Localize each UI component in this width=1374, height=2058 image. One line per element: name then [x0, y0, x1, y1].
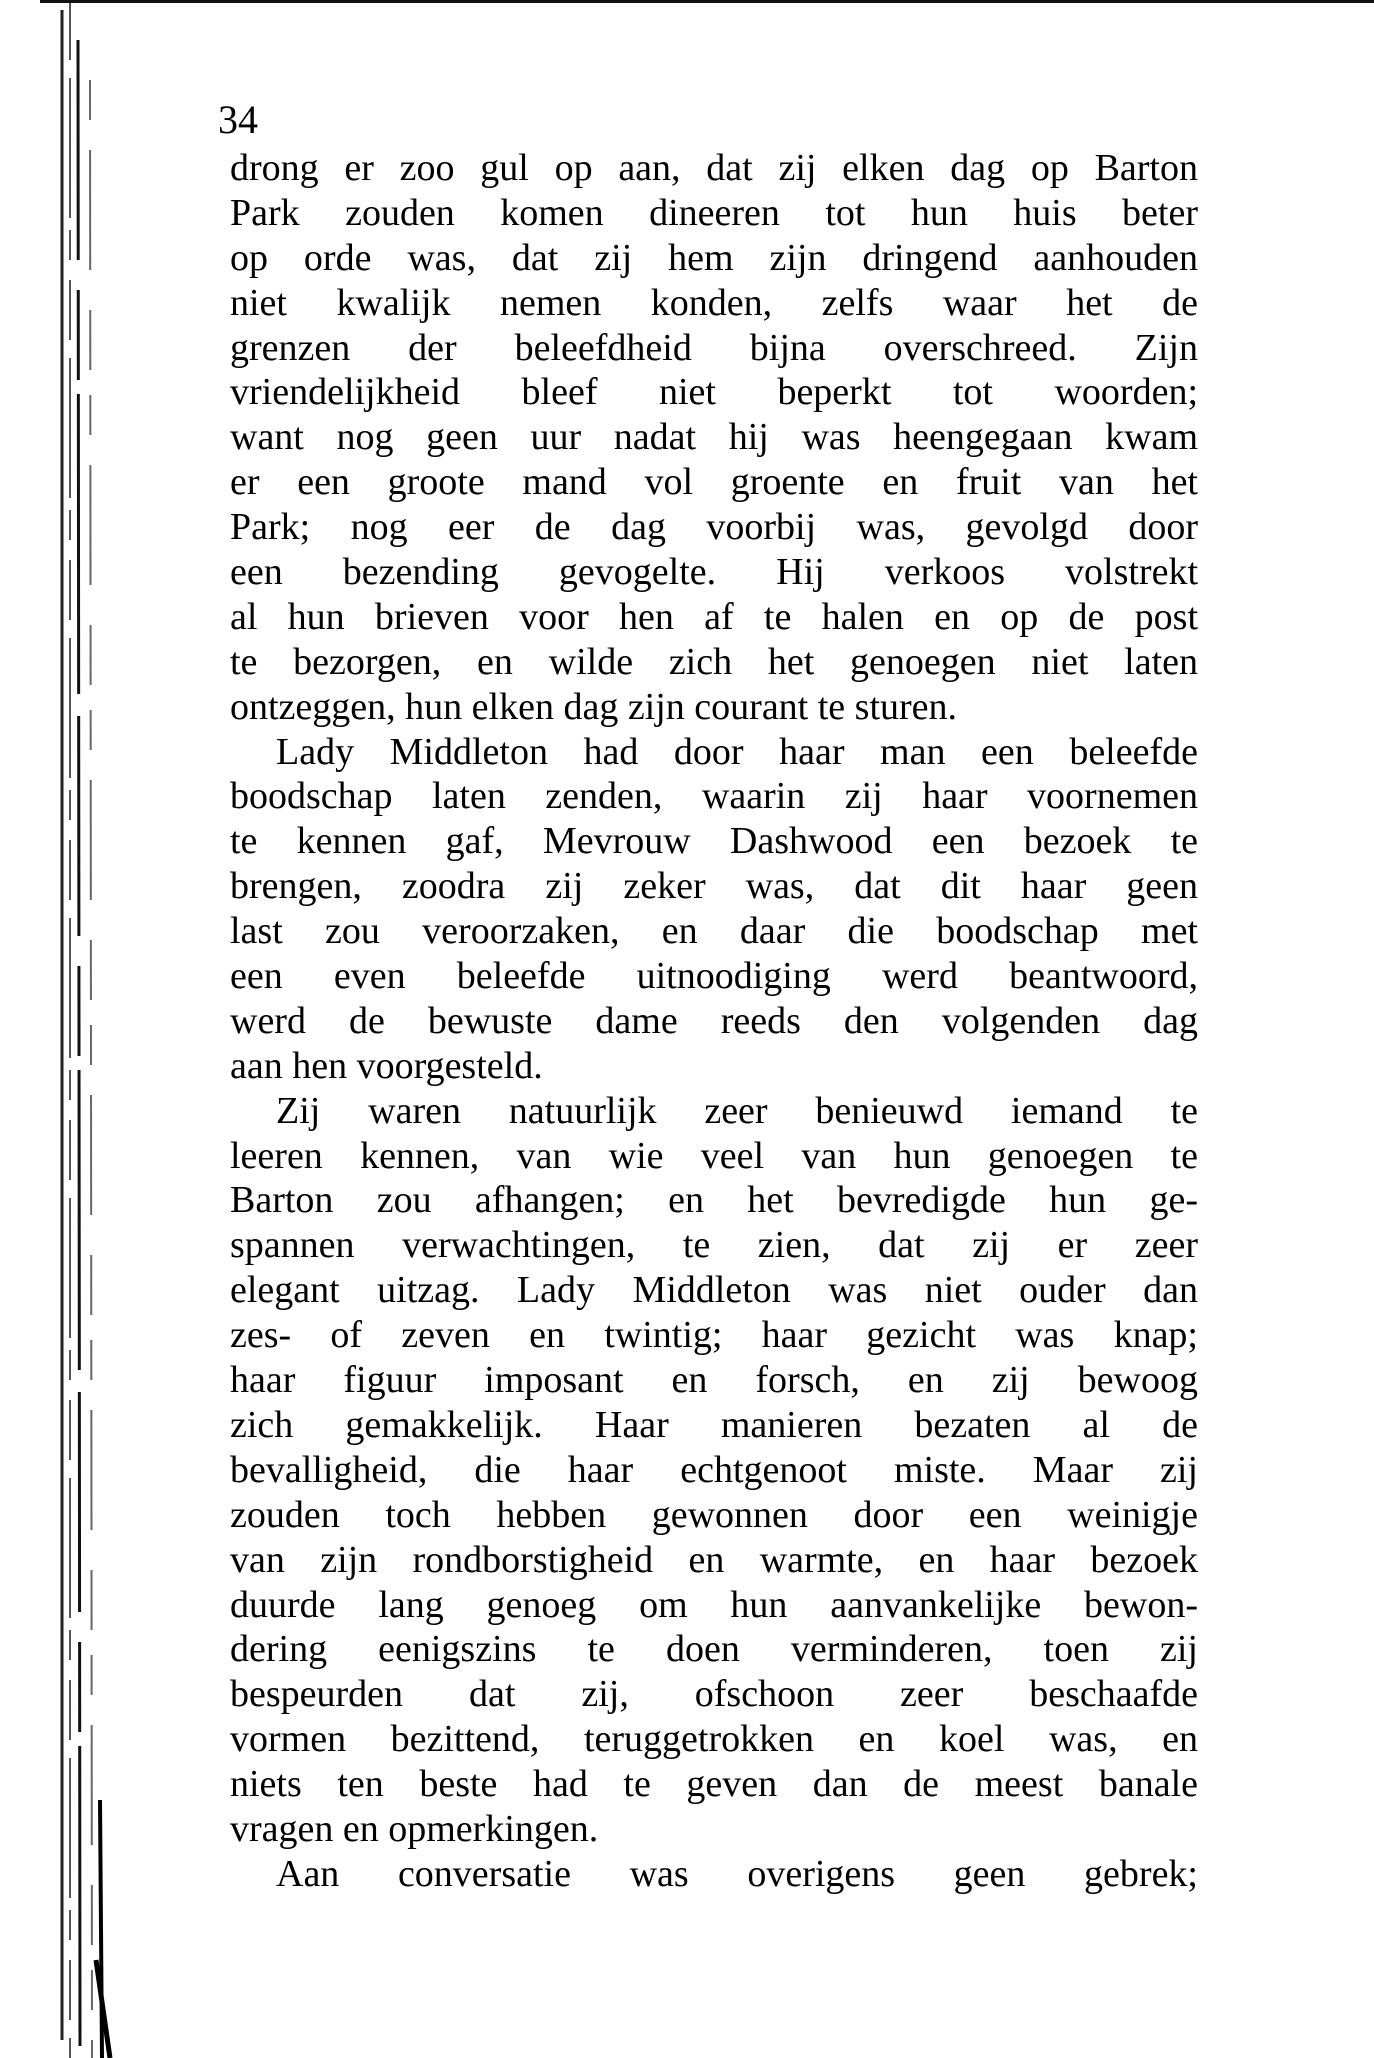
text-line: Barton zou afhangen; en het bevredigde hun ge- [230, 1179, 1198, 1222]
text-line: te bezorgen, en wilde zich het genoegen niet laten [230, 640, 1198, 683]
text-line: zouden toch hebben gewonnen door een weinigje [230, 1493, 1198, 1536]
text-line: Lady Middleton had door haar man een beleefde [276, 730, 1198, 773]
text-line: op orde was, dat zij hem zijn dringend aanhouden [230, 236, 1198, 279]
text-line: bespeurden dat zij, ofschoon zeer beschaafde [230, 1673, 1198, 1716]
text-line: boodschap laten zenden, waarin zij haar voornemen [230, 775, 1198, 818]
text-line: dering eenigszins te doen verminderen, toen zij [230, 1628, 1198, 1671]
text-line: elegant uitzag. Lady Middleton was niet ouder dan [230, 1269, 1198, 1312]
page-body-text [230, 146, 1198, 1897]
text-line: bevalligheid, die haar echtgenoot miste. Maar zij [230, 1448, 1198, 1491]
text-line: Park zouden komen dineeren tot hun huis beter [230, 191, 1198, 234]
text-line: zich gemakkelijk. Haar manieren bezaten al de [230, 1403, 1198, 1446]
text-line: Aan conversatie was overigens geen gebrek; [276, 1852, 1198, 1895]
text-line: Zij waren natuurlijk zeer benieuwd iemand te [276, 1089, 1198, 1132]
text-line: want nog geen uur nadat hij was heengegaan kwam [230, 416, 1198, 459]
text-line: van zijn rondborstigheid en warmte, en haar bezoek [230, 1538, 1198, 1581]
text-line: duurde lang genoeg om hun aanvankelijke bewon- [230, 1583, 1198, 1626]
text-line: last zou veroorzaken, en daar die boodschap met [230, 910, 1198, 953]
text-line: niet kwalijk nemen konden, zelfs waar het de [230, 281, 1198, 324]
text-line: er een groote mand vol groente en fruit van het [230, 461, 1198, 504]
text-line: een bezending gevogelte. Hij verkoos volstrekt [230, 551, 1198, 594]
book-binding-edge [0, 0, 120, 2058]
text-line: grenzen der beleefdheid bijna overschreed. Zijn [230, 326, 1198, 369]
text-line: Park; nog eer de dag voorbij was, gevolgd door [230, 506, 1198, 549]
text-line: vormen bezittend, teruggetrokken en koel was, en [230, 1718, 1198, 1761]
text-line: een even beleefde uitnoodiging werd beantwoord, [230, 955, 1198, 998]
text-line: drong er zoo gul op aan, dat zij elken dag op Barton [230, 147, 1198, 189]
text-line: werd de bewuste dame reeds den volgenden dag [230, 999, 1198, 1042]
page-number: 34 [218, 97, 258, 142]
text-line: aan hen voorgesteld. [230, 1044, 543, 1087]
text-line: spannen verwachtingen, te zien, dat zij er zeer [230, 1224, 1198, 1267]
text-line: al hun brieven voor hen af te halen en op de post [230, 595, 1198, 638]
text-line: leeren kennen, van wie veel van hun genoegen te [230, 1134, 1198, 1177]
text-line: vragen en opmerkingen. [230, 1807, 599, 1850]
text-line: zes- of zeven en twintig; haar gezicht was knap; [230, 1314, 1198, 1357]
text-line: niets ten beste had te geven dan de meest banale [230, 1763, 1198, 1806]
text-line: brengen, zoodra zij zeker was, dat dit haar geen [230, 865, 1198, 908]
text-line: te kennen gaf, Mevrouw Dashwood een bezoek te [230, 820, 1198, 863]
page-top-edge [40, 0, 1374, 3]
text-line: haar figuur imposant en forsch, en zij bewoog [230, 1359, 1198, 1402]
text-line: vriendelijkheid bleef niet beperkt tot woorden; [230, 371, 1198, 414]
text-line: ontzeggen, hun elken dag zijn courant te sturen. [230, 685, 958, 728]
